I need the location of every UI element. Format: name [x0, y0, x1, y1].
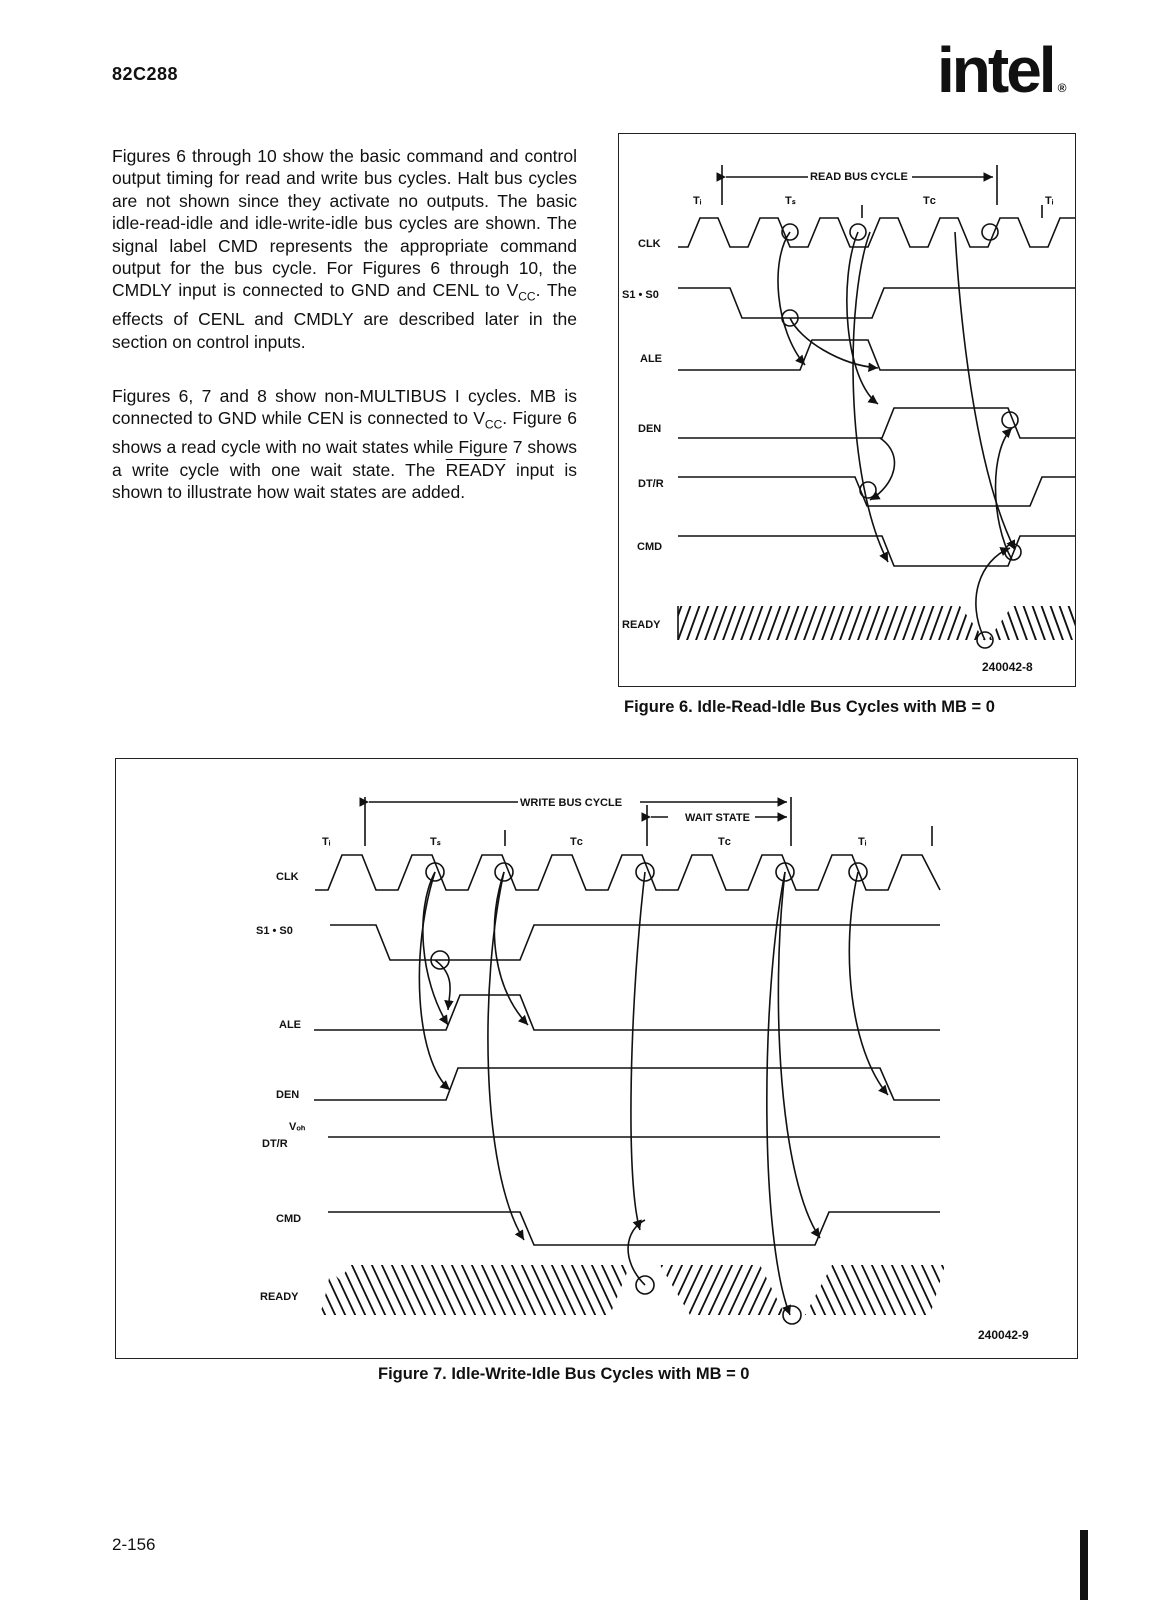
revision-change-bar [1080, 1530, 1088, 1600]
fig7-signal-den: DEN [276, 1089, 300, 1101]
fig6-state-label: Tᴄ [923, 195, 936, 207]
logo-text: intel [937, 34, 1054, 106]
fig7-arrow-clk-cmd [488, 872, 524, 1240]
fig7-clk-waveform [315, 855, 940, 890]
fig6-status-waveform [678, 288, 1075, 318]
fig7-state-label: Tᴄ [718, 836, 731, 848]
fig7-den-waveform [314, 1068, 940, 1100]
fig7-state-label: Tᵢ [322, 836, 331, 848]
fig6-ale-waveform [678, 340, 1075, 370]
paragraph-1-text-b: . The effects of CENL and CMDLY are described later in the section on control inputs. [112, 280, 577, 352]
fig6-cycle-label: READ BUS CYCLE [810, 171, 908, 183]
fig7-signal-status: S1 • S0 [256, 925, 293, 937]
fig6-signal-ale: ALE [640, 353, 662, 365]
fig7-arrow-ready-loop [628, 1220, 645, 1285]
fig6-signal-ready: READY [622, 619, 661, 631]
fig7-state-label: Tₛ [430, 836, 441, 848]
fig7-state-label: Tᵢ [858, 836, 867, 848]
fig6-clk-waveform [678, 218, 1075, 247]
fig7-ready-hatch-left [320, 1265, 630, 1315]
fig6-den-waveform [678, 408, 1075, 438]
fig7-arrow-clk-den-end [849, 872, 888, 1095]
fig7-signal-voh: Vₒₕ [289, 1121, 306, 1133]
fig6-arrow-clk-cmd-end [955, 232, 1015, 550]
ready-signal-name: READY [445, 459, 506, 480]
paragraph-2-text-b: . Figure 6 shows a read cycle with no wait states while Figure 7 shows a write cycle with one wait state. The [112, 408, 577, 480]
figure-7-number: 240042-9 [978, 1328, 1029, 1342]
fig7-signal-ready: READY [260, 1291, 299, 1303]
fig7-wait-label: WAIT STATE [685, 812, 750, 824]
figure-6-timing-diagram [0, 0, 1169, 760]
figure-7-timing-diagram [0, 760, 1169, 1360]
figure-6-number: 240042-8 [982, 660, 1033, 674]
fig6-cmd-waveform [678, 536, 1075, 566]
fig7-ready-hatch-mid [660, 1265, 785, 1315]
fig7-arrow-clk-cmd-end [778, 872, 820, 1238]
fig6-state-label: Tₛ [785, 195, 796, 207]
fig6-signal-cmd: CMD [637, 541, 663, 553]
vcc-text: V [473, 408, 485, 429]
vcc-subscript: CC [484, 417, 503, 432]
paragraph-1-text: Figures 6 through 10 show the basic command and control output timing for read and write bus cycles. Halt bus cycles are not shown since they activate no outputs. The basic idle-read-idle and idle-write-idle bus cycles are shown. The signal label CMD represents the appropriate command output for the bus cycle. For Figures 6 through 10, the CMDLY input is connected to GND and CENL to [112, 146, 577, 301]
fig6-signal-status: S1 • S0 [622, 289, 659, 301]
part-number: 82C288 [112, 64, 179, 84]
fig6-signal-den: DEN [638, 423, 662, 435]
fig7-arrow-clk-ale [423, 872, 448, 1025]
fig7-signal-cmd: CMD [276, 1213, 302, 1225]
fig6-state-label: Tᵢ [1045, 195, 1054, 207]
fig6-ready-hatch-left [678, 606, 985, 640]
fig7-ready-hatch-right [805, 1265, 945, 1315]
vcc-subscript: CC [518, 289, 536, 304]
fig7-state-label: Tᴄ [570, 836, 583, 848]
fig7-signal-dtr: DT/R [262, 1138, 288, 1150]
fig7-event-circle [783, 1306, 801, 1324]
vcc-text: V [506, 280, 519, 301]
fig7-ale-waveform [314, 995, 940, 1030]
fig6-state-label: Tᵢ [693, 195, 702, 207]
figure-7-caption: Figure 7. Idle-Write-Idle Bus Cycles with MB = 0 [378, 1365, 750, 1383]
fig6-arrow-den-dtr [870, 438, 894, 500]
fig6-signal-clk: CLK [638, 238, 661, 250]
fig7-signal-ale: ALE [279, 1019, 301, 1031]
registered-mark: ® [1057, 81, 1067, 95]
fig6-signal-dtr: DT/R [638, 478, 664, 490]
fig6-ready-hatch-right [988, 606, 1075, 640]
paragraph-2-text-a: Figures 6, 7 and 8 show non-MULTIBUS I cycles. MB is connected to GND while CEN is connected to [112, 386, 577, 429]
fig6-event-circle [860, 482, 876, 498]
fig6-event-circle [982, 224, 998, 240]
fig7-cycle-label: WRITE BUS CYCLE [520, 797, 623, 809]
figure-6-caption: Figure 6. Idle-Read-Idle Bus Cycles with MB = 0 [624, 698, 995, 716]
fig7-signal-clk: CLK [276, 871, 299, 883]
page-number: 2-156 [112, 1535, 156, 1554]
paragraph-2-text-c: input is shown to illustrate how wait states are added. [112, 459, 578, 503]
fig7-arrow-clk-ready-2 [767, 872, 790, 1315]
fig6-arrow-clk-ale [778, 232, 805, 365]
